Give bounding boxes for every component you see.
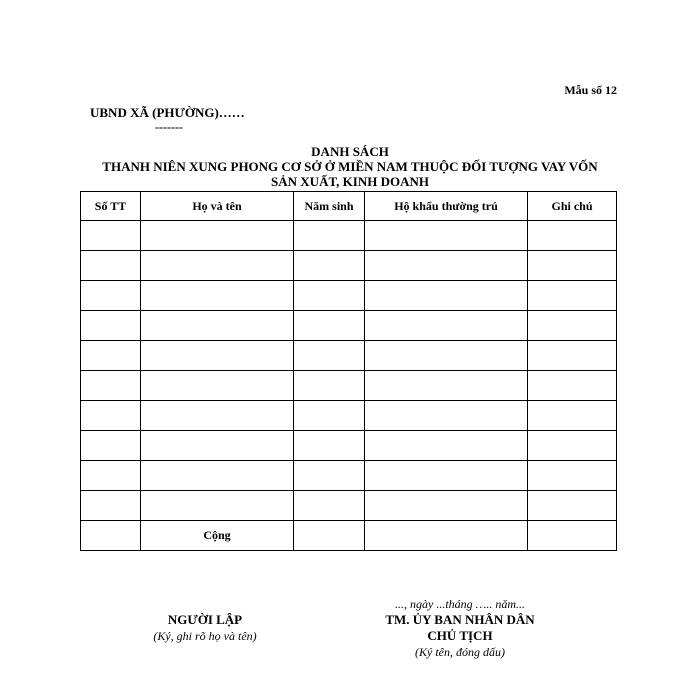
table-cell[interactable]	[81, 431, 141, 461]
preparer-signature-block	[115, 612, 295, 644]
table-cell[interactable]	[81, 491, 141, 521]
table-cell[interactable]	[365, 371, 528, 401]
col-header-note: Ghi chú	[528, 192, 617, 221]
table-cell[interactable]	[528, 221, 617, 251]
table-cell[interactable]	[141, 491, 294, 521]
table-cell[interactable]	[528, 251, 617, 281]
table-cell[interactable]	[365, 401, 528, 431]
table-cell[interactable]	[365, 491, 528, 521]
table-cell[interactable]	[294, 461, 365, 491]
table-row	[81, 341, 617, 371]
table-row	[81, 461, 617, 491]
table-row	[81, 281, 617, 311]
table-cell[interactable]	[141, 251, 294, 281]
table-cell[interactable]	[294, 221, 365, 251]
table-cell[interactable]	[528, 281, 617, 311]
table-cell[interactable]	[294, 401, 365, 431]
chairman-signature-block	[350, 596, 570, 660]
table-cell[interactable]	[81, 311, 141, 341]
table-cell[interactable]	[528, 311, 617, 341]
table-cell[interactable]	[294, 431, 365, 461]
table-cell[interactable]	[81, 251, 141, 281]
table-cell[interactable]	[294, 521, 365, 551]
table-row	[81, 431, 617, 461]
list-table	[80, 191, 617, 551]
table-cell[interactable]	[528, 461, 617, 491]
table-row	[81, 401, 617, 431]
table-cell[interactable]	[141, 281, 294, 311]
table-cell[interactable]	[294, 371, 365, 401]
table-cell[interactable]	[141, 371, 294, 401]
table-cell[interactable]	[141, 311, 294, 341]
table-row	[81, 491, 617, 521]
preparer-role: NGƯỜI LẬP	[167, 612, 243, 627]
table-cell[interactable]	[81, 281, 141, 311]
table-cell[interactable]	[528, 521, 617, 551]
total-label: Cộng	[141, 521, 294, 551]
preparer-note: (Ký, ghi rõ họ và tên)	[153, 629, 257, 643]
form-number: Mẫu số 12	[564, 83, 617, 97]
table-cell[interactable]	[365, 251, 528, 281]
table-cell[interactable]	[365, 341, 528, 371]
table-row	[81, 311, 617, 341]
table-header-row	[81, 192, 617, 221]
agency-name: UBND XÃ (PHƯỜNG)……	[90, 105, 245, 120]
table-cell[interactable]	[294, 251, 365, 281]
document-subtitle-line2: SẢN XUẤT, KINH DOANH	[271, 174, 429, 189]
committee-role: TM. ỦY BAN NHÂN DÂN	[385, 612, 535, 627]
col-header-stt: Số TT	[81, 192, 141, 221]
col-header-birth-year: Năm sinh	[294, 192, 365, 221]
table-cell[interactable]	[141, 461, 294, 491]
table-cell[interactable]	[528, 371, 617, 401]
table-cell[interactable]	[81, 401, 141, 431]
table-row	[81, 371, 617, 401]
col-header-name: Họ và tên	[141, 192, 294, 221]
table-cell[interactable]	[365, 521, 528, 551]
table-cell[interactable]	[81, 371, 141, 401]
table-total-row	[81, 521, 617, 551]
table-cell[interactable]	[365, 431, 528, 461]
date-line: ..., ngày ...tháng ….. năm...	[395, 597, 525, 611]
chairman-note: (Ký tên, đóng dấu)	[415, 645, 505, 659]
col-header-residence: Hộ khẩu thường trú	[365, 192, 528, 221]
table-cell[interactable]	[294, 281, 365, 311]
table-cell[interactable]	[294, 491, 365, 521]
table-cell[interactable]	[528, 431, 617, 461]
table-cell[interactable]	[141, 401, 294, 431]
table-row	[81, 221, 617, 251]
table-cell[interactable]	[294, 341, 365, 371]
table-cell[interactable]	[81, 221, 141, 251]
document-title: DANH SÁCH	[311, 144, 389, 159]
table-cell[interactable]	[528, 491, 617, 521]
table-cell[interactable]	[81, 341, 141, 371]
table-cell[interactable]	[365, 461, 528, 491]
table-cell[interactable]	[141, 431, 294, 461]
table-cell[interactable]	[141, 221, 294, 251]
table-cell[interactable]	[365, 221, 528, 251]
table-cell[interactable]	[365, 311, 528, 341]
chairman-title: CHỦ TỊCH	[427, 628, 493, 643]
table-cell[interactable]	[141, 341, 294, 371]
document-subtitle-line1: THANH NIÊN XUNG PHONG CƠ SỞ Ở MIỀN NAM THUỘC ĐỐI TƯỢNG VAY VỐN	[102, 159, 598, 174]
table-cell[interactable]	[81, 521, 141, 551]
agency-underline: -------	[155, 120, 183, 134]
table-cell[interactable]	[528, 341, 617, 371]
table-cell[interactable]	[365, 281, 528, 311]
table-cell[interactable]	[528, 401, 617, 431]
table-row	[81, 251, 617, 281]
table-cell[interactable]	[294, 311, 365, 341]
table-cell[interactable]	[81, 461, 141, 491]
